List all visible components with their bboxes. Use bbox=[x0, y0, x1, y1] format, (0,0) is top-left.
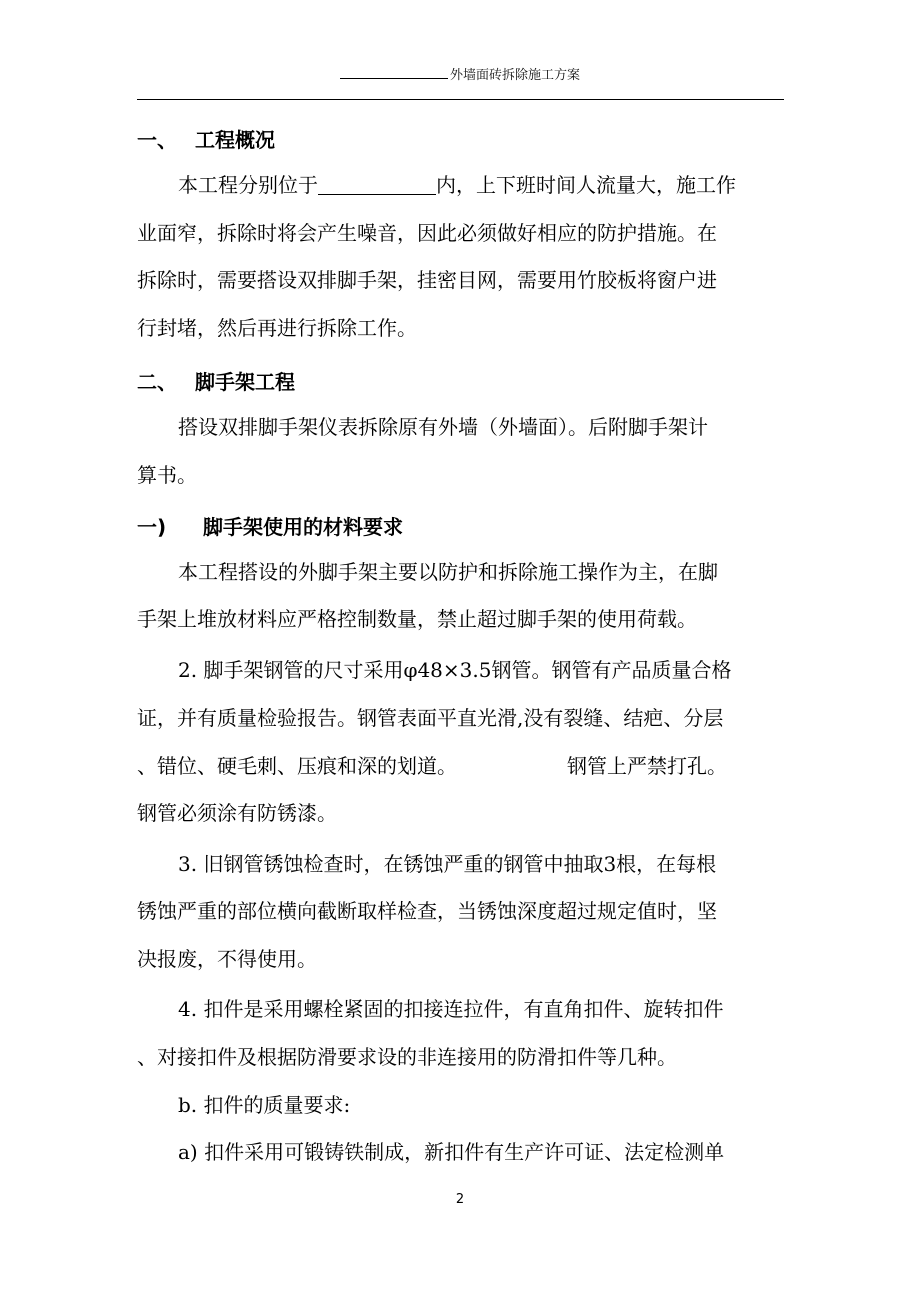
paragraph-line: 锈蚀严重的部位横向截断取样检查，当锈蚀深度超过规定值时，坚 bbox=[137, 899, 717, 923]
paragraph-line: 业面窄，拆除时将会产生噪音，因此必须做好相应的防护措施。在 bbox=[137, 221, 717, 245]
paragraph-line: 钢管必须涂有防锈漆。 bbox=[137, 801, 337, 825]
text-span: 内，上下班时间人流量大，施工作 bbox=[436, 173, 736, 197]
section-title: 工程概况 bbox=[195, 128, 275, 152]
section-number: 二、 bbox=[137, 370, 177, 394]
section-heading-2 bbox=[137, 366, 295, 395]
paragraph-line: 行封堵，然后再进行拆除工作。 bbox=[137, 316, 417, 340]
paragraph-line: 4. 扣件是采用螺栓紧固的扣接连拉件，有直角扣件、旋转扣件 bbox=[178, 997, 724, 1021]
text-span: 本工程分别位于 bbox=[178, 173, 318, 197]
paragraph-line: 决报废，不得使用。 bbox=[137, 947, 317, 971]
paragraph-line: 本工程搭设的外脚手架主要以防护和拆除施工操作为主，在脚 bbox=[178, 560, 718, 584]
section-number: 一、 bbox=[137, 128, 177, 152]
paragraph-line: b. 扣件的质量要求: bbox=[178, 1093, 351, 1117]
paragraph-line: 拆除时，需要搭设双排脚手架，挂密目网，需要用竹胶板将窗户进 bbox=[137, 268, 717, 292]
page-header bbox=[0, 64, 920, 83]
header-rule bbox=[137, 99, 784, 100]
subsection-number: 一) bbox=[137, 515, 167, 539]
subsection-title: 脚手架使用的材料要求 bbox=[203, 515, 403, 539]
section-title: 脚手架工程 bbox=[195, 370, 295, 394]
paragraph-line: 搭设双排脚手架仪表拆除原有外墙（外墙面）。后附脚手架计 bbox=[178, 415, 708, 439]
paragraph-line: 2. 脚手架钢管的尺寸采用φ48×3.5钢管。钢管有产品质量合格 bbox=[178, 658, 732, 682]
paragraph-line: 手架上堆放材料应严格控制数量，禁止超过脚手架的使用荷载。 bbox=[137, 607, 697, 631]
paragraph-line: 、对接扣件及根据防滑要求设的非连接用的防滑扣件等几种。 bbox=[137, 1045, 677, 1069]
paragraph-line bbox=[137, 752, 727, 780]
section-heading-1 bbox=[137, 124, 275, 153]
location-blank bbox=[318, 174, 436, 195]
paragraph-line bbox=[178, 171, 736, 199]
paragraph-line: 证，并有质量检验报告。钢管表面平直光滑,没有裂缝、结疤、分层 bbox=[137, 706, 724, 730]
header-blank-line bbox=[340, 78, 448, 79]
page-number: 2 bbox=[455, 1192, 465, 1207]
subsection-heading bbox=[137, 511, 403, 540]
paragraph-line: 3. 旧钢管锈蚀检查时，在锈蚀严重的钢管中抽取3根，在每根 bbox=[178, 852, 717, 876]
paragraph-line: a) 扣件采用可锻铸铁制成，新扣件有生产许可证、法定检测单 bbox=[178, 1140, 725, 1164]
text-span: 、错位、硬毛刺、压痕和深的划道。 bbox=[137, 754, 457, 778]
header-title: 外墙面砖拆除施工方案 bbox=[449, 68, 580, 83]
text-span: 钢管上严禁打孔。 bbox=[567, 754, 727, 778]
paragraph-line: 算书。 bbox=[137, 463, 197, 487]
